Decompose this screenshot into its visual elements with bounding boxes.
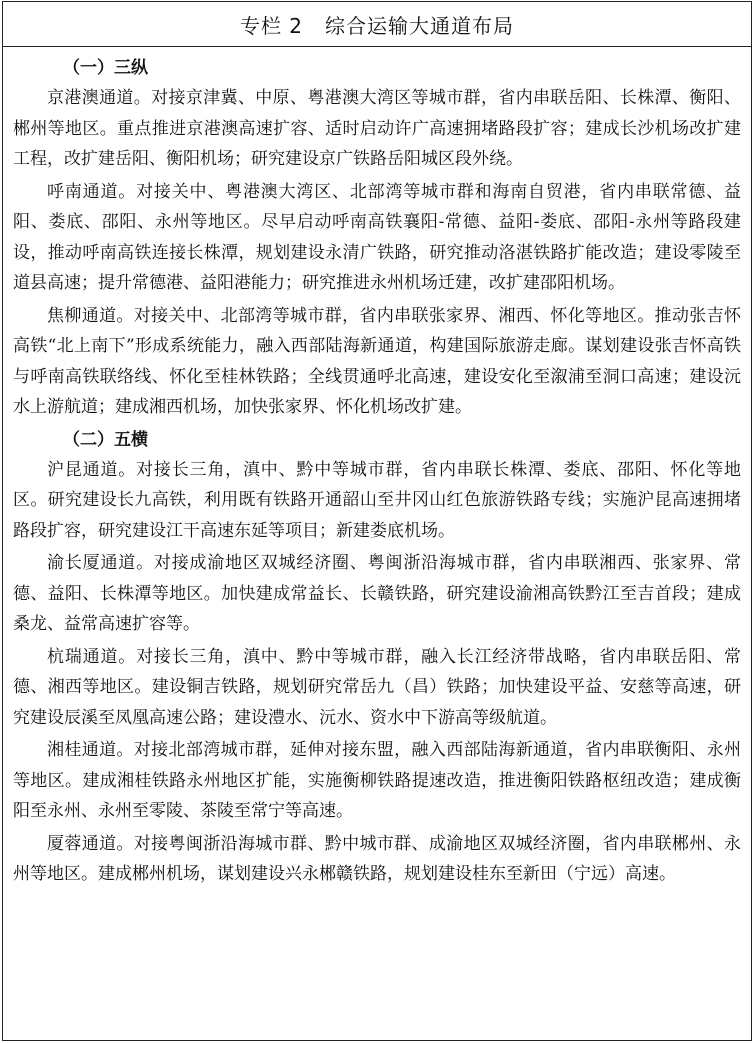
paragraph-jiao-liu: 焦柳通道。对接关中、北部湾等城市群，省内串联张家界、湘西、怀化等地区。推动张吉怀高铁“北上南下”形成系统能力，融入西部陆海新通道，构建国际旅游走廊。谋划建设张吉怀高铁与呼南高铁联络线、怀化至桂林铁路；全线贯通呼北高速，建设安化至溆浦至洞口高速；建设沅水上游航道；建成湘西机场，加快张家界、怀化机场改扩建。 <box>13 305 741 417</box>
column-title <box>3 2 751 47</box>
section-heading-san-zong: （一）三纵 <box>63 58 148 78</box>
paragraph-xiang-gui: 湘桂通道。对接北部湾城市群，延伸对接东盟，融入西部陆海新通道，省内串联衡阳、永州等地区。建成湘桂铁路永州地区扩能，实施衡柳铁路提速改造，推进衡阳铁路枢纽改造；建成衡阳至永州、永州至零陵、茶陵至常宁等高速。 <box>13 740 741 821</box>
section-heading-wu-heng: （二）五横 <box>63 429 148 450</box>
column-box <box>2 1 752 1041</box>
paragraph-hu-kun: 沪昆通道。对接长三角，滇中、黔中等城市群，省内串联长株潭、娄底、邵阳、怀化等地区。研究建设长九高铁，利用既有铁路开通韶山至井冈山红色旅游铁路专线；实施沪昆高速拥堵路段扩容，研究建设江干高速东延等项目；新建娄底机场。 <box>13 459 741 541</box>
paragraph-yu-chang-xia: 渝长厦通道。对接成渝地区双城经济圈、粤闽浙沿海城市群，省内串联湘西、张家界、常德、益阳、长株潭等地区。加快建成常益长、长赣铁路，研究建设渝湘高铁黔江至吉首段；建成桑龙、益常高速扩容等。 <box>13 553 741 634</box>
paragraph-jing-gang-ao: 京港澳通道。对接京津冀、中原、粤港澳大湾区等城市群，省内串联岳阳、长株潭、衡阳、郴州等地区。重点推进京港澳高速扩容、适时启动许广高速拥堵路段扩容；建成长沙机场改扩建工程，改扩建岳阳、衡阳机场；研究建设京广铁路岳阳城区段外绕。 <box>13 88 741 169</box>
column-label: 专栏 2 <box>239 13 304 38</box>
column-content <box>3 47 751 890</box>
column-title-text: 综合运输大通道布局 <box>325 13 515 38</box>
paragraph-hu-nan: 呼南通道。对接关中、粤港澳大湾区、北部湾等城市群和海南自贸港，省内串联常德、益阳、娄底、邵阳、永州等地区。尽早启动呼南高铁襄阳-常德、益阳-娄底、邵阳-永州等路段建设，推动呼南高铁连接长株潭，规划建设永清广铁路，研究推动洛湛铁路扩能改造；建设零陵至道县高速；提升常德港、益阳港能力；研究推进永州机场迁建，改扩建邵阳机场。 <box>13 181 741 293</box>
paragraph-hang-rui: 杭瑞通道。对接长三角，滇中、黔中等城市群，融入长江经济带战略，省内串联岳阳、常德、湘西等地区。建设铜吉铁路，规划研究常岳九（昌）铁路；加快建设平益、安慈等高速，研究建设辰溪至凤凰高速公路；建设澧水、沅水、资水中下游高等级航道。 <box>13 646 741 728</box>
paragraph-xia-rong: 厦蓉通道。对接粤闽浙沿海城市群、黔中城市群、成渝地区双城经济圈，省内串联郴州、永州等地区。建成郴州机场，谋划建设兴永郴赣铁路，规划建设桂东至新田（宁远）高速。 <box>13 833 741 884</box>
